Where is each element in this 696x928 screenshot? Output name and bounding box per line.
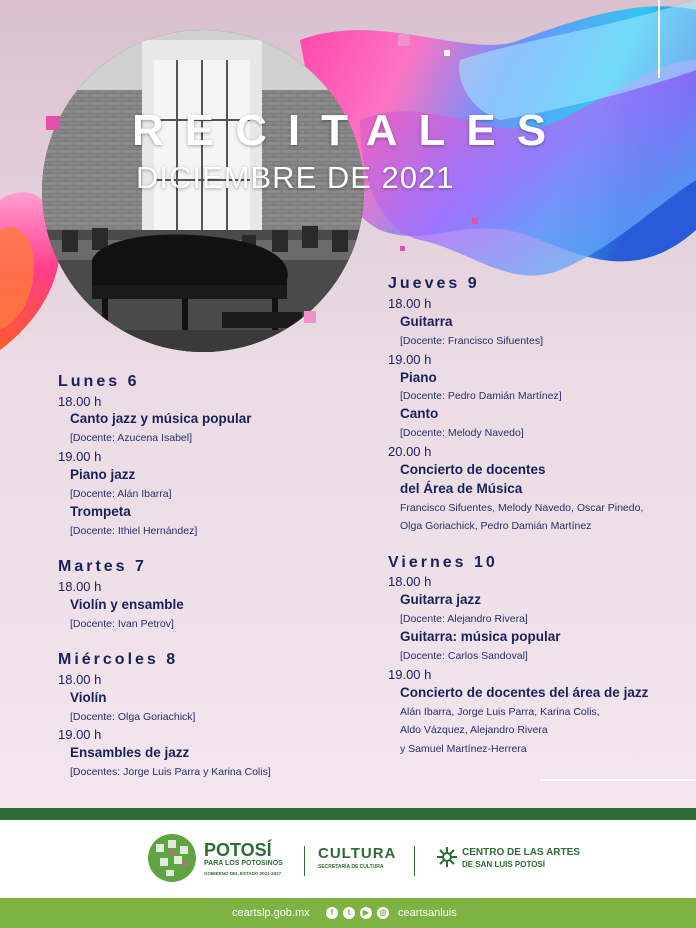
program-title: Canto xyxy=(400,406,439,421)
time-label: 19.00 h xyxy=(58,727,102,742)
program-title: Trompeta xyxy=(70,504,131,519)
time-label: 18.00 h xyxy=(58,394,102,409)
program-title: del Área de Música xyxy=(400,481,523,496)
day-heading-lunes: Lunes 6 xyxy=(58,373,140,390)
potosi-emblem-icon xyxy=(146,832,198,884)
program-title: Guitarra xyxy=(400,314,453,329)
time-label: 20.00 h xyxy=(388,444,432,459)
time-label: 18.00 h xyxy=(388,574,432,589)
teacher-label: [Docente: Alán Ibarra] xyxy=(70,488,172,500)
performers-label: Aldo Vázquez, Alejandro Rivera xyxy=(400,724,548,736)
teacher-label: [Docente: Pedro Damián Martínez] xyxy=(400,390,562,402)
teacher-label: [Docente: Olga Goriachick] xyxy=(70,711,196,723)
instagram-icon[interactable]: ◎ xyxy=(377,907,389,919)
performers-label: Alán Ibarra, Jorge Luis Parra, Karina Colis, xyxy=(400,706,600,718)
sponsor-logos-strip xyxy=(0,820,696,898)
performers-label: Francisco Sifuentes, Melody Navedo, Oscar Pinedo, xyxy=(400,502,644,514)
teacher-label: [Docente: Ithiel Hernández] xyxy=(70,525,198,537)
program-title: Guitarra: música popular xyxy=(400,629,561,644)
cultura-logo-title: CULTURA xyxy=(318,845,397,862)
green-divider-bar xyxy=(0,808,696,820)
facebook-icon[interactable]: f xyxy=(326,907,338,919)
logo-divider xyxy=(414,846,415,876)
program-title: Piano jazz xyxy=(70,467,136,482)
decorative-square xyxy=(304,311,316,323)
teacher-label: [Docente: Ivan Petrov] xyxy=(70,618,174,630)
centro-artes-star-icon xyxy=(436,846,458,868)
program-title: Ensambles de jazz xyxy=(70,745,190,760)
logo-divider xyxy=(304,846,305,876)
potosi-logo-small: GOBIERNO DEL ESTADO 2021-2027 xyxy=(204,871,282,876)
day-heading-viernes: Viernes 10 xyxy=(388,554,498,571)
program-title: Concierto de docentes xyxy=(400,462,546,477)
centro-logo-subtitle: DE SAN LUIS POTOSÍ xyxy=(462,860,545,869)
performers-label: Olga Goriachick, Pedro Damián Martínez xyxy=(400,520,592,532)
teacher-label: [Docente: Azucena Isabel] xyxy=(70,432,192,444)
decorative-line xyxy=(658,0,660,78)
program-title: Violín y ensamble xyxy=(70,597,184,612)
teacher-label: [Docente: Francisco Sifuentes] xyxy=(400,335,543,347)
day-heading-jueves: Jueves 9 xyxy=(388,275,480,292)
twitter-icon[interactable]: t xyxy=(343,907,355,919)
program-title: Violín xyxy=(70,690,107,705)
decorative-square xyxy=(398,34,410,46)
day-heading-miercoles: Miércoles 8 xyxy=(58,651,179,668)
teacher-label: [Docente: Alejandro Rivera] xyxy=(400,613,528,625)
decorative-square xyxy=(46,116,60,130)
teacher-label: [Docente: Carlos Sandoval] xyxy=(400,650,528,662)
decorative-square xyxy=(472,218,478,224)
time-label: 19.00 h xyxy=(58,449,102,464)
time-label: 19.00 h xyxy=(388,667,432,682)
decorative-square xyxy=(400,246,405,251)
centro-logo-title: CENTRO DE LAS ARTES xyxy=(462,847,580,858)
potosi-logo-subtitle: PARA LOS POTOSINOS xyxy=(204,860,283,867)
day-heading-martes: Martes 7 xyxy=(58,558,147,575)
youtube-icon[interactable]: ▶ xyxy=(360,907,372,919)
time-label: 18.00 h xyxy=(58,672,102,687)
potosi-logo-title: POTOSÍ xyxy=(204,840,272,860)
website-link[interactable]: ceartslp.gob.mx xyxy=(232,907,310,919)
poster-subtitle: DICIEMBRE DE 2021 xyxy=(136,160,455,195)
decorative-line xyxy=(540,779,696,781)
performers-label: y Samuel Martínez-Herrera xyxy=(400,743,527,755)
program-title: Canto jazz y música popular xyxy=(70,411,252,426)
time-label: 19.00 h xyxy=(388,352,432,367)
decorative-square xyxy=(444,50,450,56)
time-label: 18.00 h xyxy=(388,296,432,311)
poster-title: RECITALES xyxy=(132,106,568,155)
teacher-label: [Docente: Melody Navedo] xyxy=(400,427,524,439)
time-label: 18.00 h xyxy=(58,579,102,594)
cultura-logo-subtitle: SECRETARÍA DE CULTURA xyxy=(318,864,384,870)
program-title: Piano xyxy=(400,370,437,385)
program-title: Concierto de docentes del área de jazz xyxy=(400,685,649,700)
social-handle: ceartsanluis xyxy=(398,907,457,919)
program-title: Guitarra jazz xyxy=(400,592,482,607)
teacher-label: [Docentes: Jorge Luis Parra y Karina Colis] xyxy=(70,766,271,778)
